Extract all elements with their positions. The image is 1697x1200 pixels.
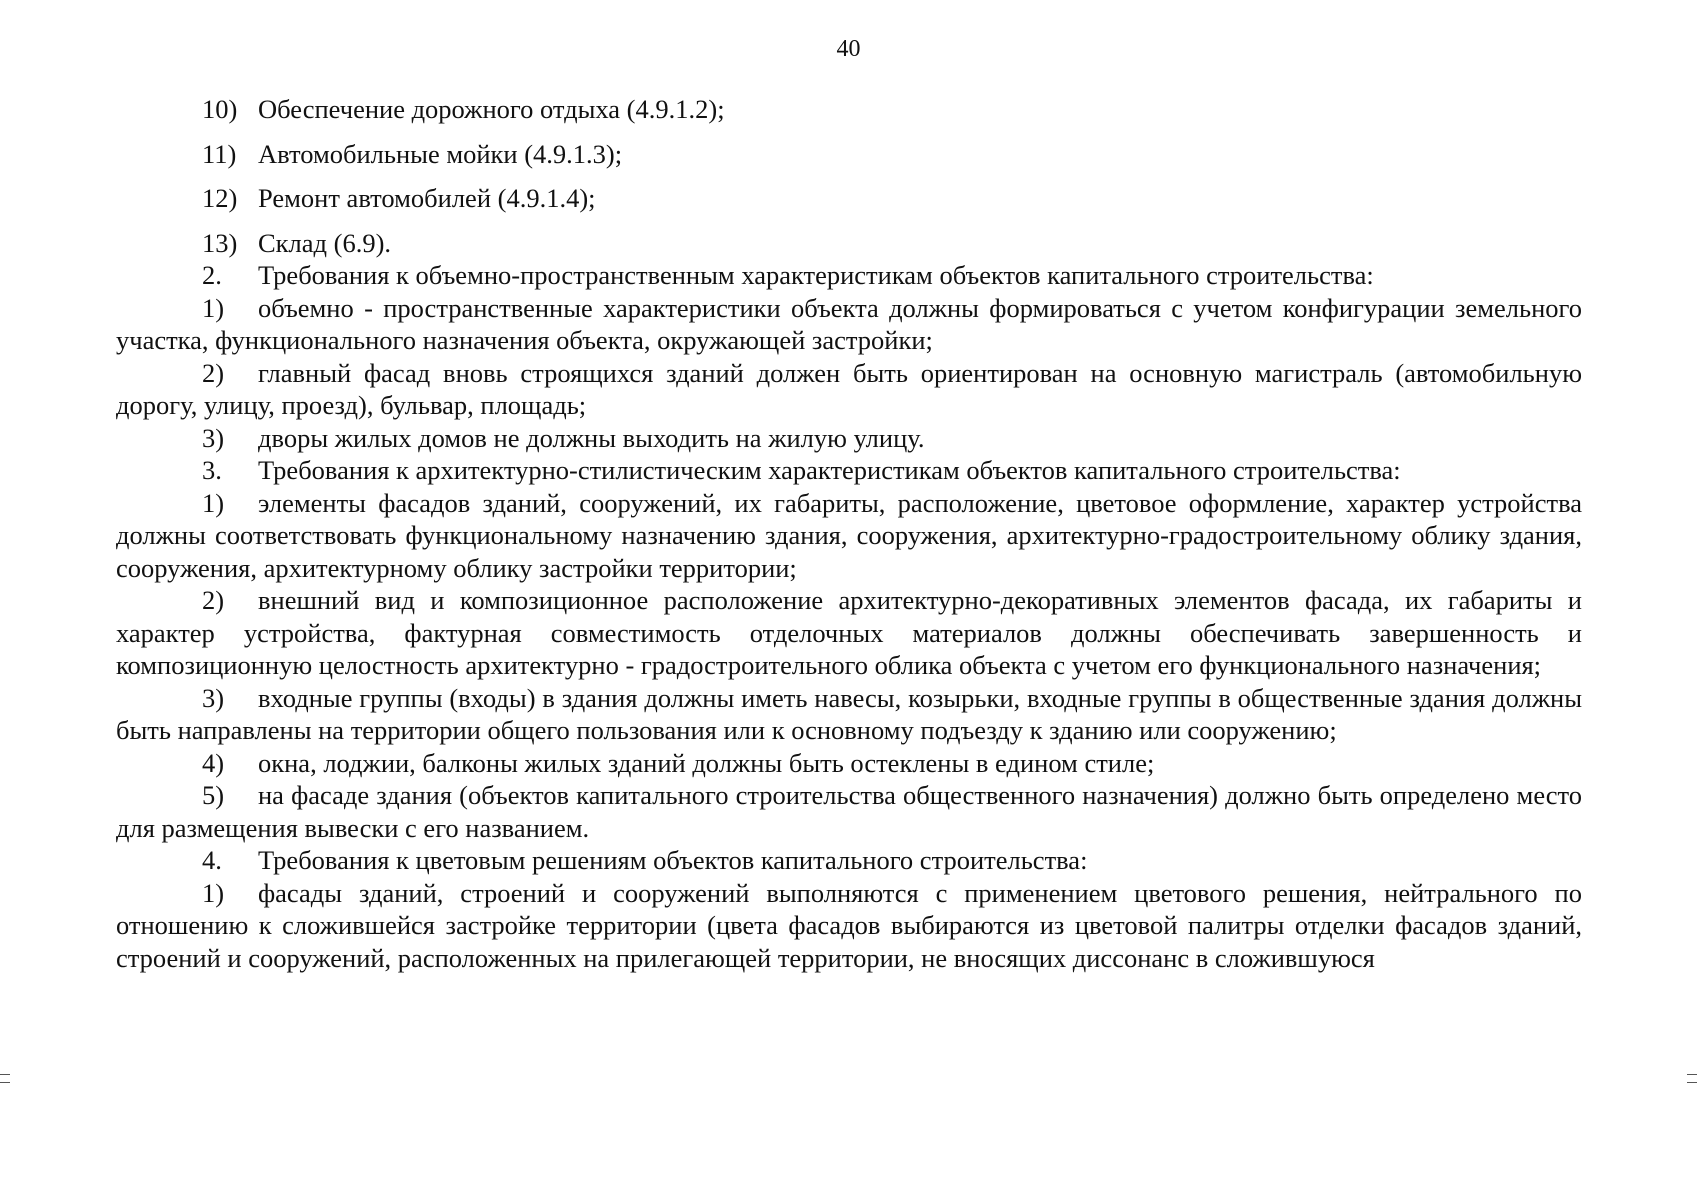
item-number: 12)	[202, 183, 238, 213]
scan-edge-mark	[1687, 1074, 1697, 1075]
section-number: 4.	[202, 845, 222, 875]
scan-edge-mark	[0, 1074, 10, 1075]
page-number: 40	[836, 36, 861, 62]
item-number: 2)	[202, 357, 225, 388]
item-text: элементы фасадов зданий, сооружений, их габариты, расположение, цветовое оформление, характер устройства должны соответствовать функциональному назначению здания, сооружения, архитектурно-градостроительному облику здания, сооружения, архитектурному облику застройки территории;	[116, 487, 1582, 583]
item-number: 5)	[202, 780, 225, 810]
item-text: объемно - пространственные характеристики объекта должны формироваться с учетом конфигурации земельного участка, функционального назначения объекта, окружающей застройки;	[116, 292, 1582, 355]
list-item	[116, 584, 1582, 682]
item-number: 4)	[202, 747, 225, 778]
list-item	[116, 93, 1582, 126]
item-text: окна, лоджии, балконы жилых зданий должны быть остеклены в едином стиле;	[258, 747, 1155, 778]
section-heading	[116, 454, 1582, 487]
list-item	[116, 779, 1582, 844]
item-text: главный фасад вновь строящихся зданий должен быть ориентирован на основную магистраль (автомобильную дорогу, улицу, проезд), бульвар, площадь;	[116, 357, 1582, 420]
list-item	[116, 487, 1582, 585]
item-number: 11)	[202, 138, 237, 169]
item-number: 1)	[202, 877, 225, 908]
item-number: 13)	[202, 227, 238, 258]
item-text: Склад (6.9).	[258, 227, 392, 258]
item-text: внешний вид и композиционное расположение архитектурно-декоративных элементов фасада, их габариты и характер устройства, фактурная совместимость отделочных материалов должны обеспечивать завершенность и композиционную целостность архитектурно - градостроительного облика объекта с учетом его функционального назначения;	[116, 585, 1582, 680]
section-number: 2.	[202, 260, 222, 290]
document-body	[116, 93, 1582, 974]
list-item	[116, 877, 1582, 975]
item-number: 1)	[202, 487, 225, 518]
item-text: на фасаде здания (объектов капитального строительства общественного назначения) должно быть определено место для размещения вывески с его названием.	[116, 780, 1582, 843]
section-heading-text: Требования к цветовым решениям объектов капитального строительства:	[258, 845, 1088, 875]
item-text: Автомобильные мойки (4.9.1.3);	[258, 138, 623, 169]
list-item	[116, 182, 1582, 215]
list-item	[116, 682, 1582, 747]
list-item	[116, 138, 1582, 171]
list-item	[116, 747, 1582, 780]
item-number: 10)	[202, 94, 238, 124]
list-item	[116, 357, 1582, 422]
list-item	[116, 227, 1582, 260]
item-text: входные группы (входы) в здания должны иметь навесы, козырьки, входные группы в общественные здания должны быть направлены на территории общего пользования или к основному подъезду к зданию или сооружению;	[116, 682, 1582, 745]
section-number: 3.	[202, 455, 222, 485]
section-heading-text: Требования к объемно-пространственным характеристикам объектов капитального строительства:	[258, 260, 1374, 290]
list-item	[116, 292, 1582, 357]
item-text: дворы жилых домов не должны выходить на жилую улицу.	[258, 422, 925, 453]
section-heading-text: Требования к архитектурно-стилистическим характеристикам объектов капитального строительства:	[258, 455, 1401, 485]
section-heading	[116, 259, 1582, 292]
item-text: Ремонт автомобилей (4.9.1.4);	[258, 183, 596, 213]
scan-edge-mark	[0, 1082, 10, 1083]
section-heading	[116, 844, 1582, 877]
item-number: 2)	[202, 585, 225, 615]
item-number: 1)	[202, 292, 225, 323]
scan-edge-mark	[1687, 1082, 1697, 1083]
item-text: фасады зданий, строений и сооружений выполняются с применением цветового решения, нейтрального по отношению к сложившейся застройке территории (цвета фасадов выбираются из цветовой палитры отделки фасадов зданий, строений и сооружений, расположенных на прилегающей территории, не вносящих диссонанс в сложившуюся	[116, 877, 1582, 973]
item-text: Обеспечение дорожного отдыха (4.9.1.2);	[258, 94, 725, 124]
item-number: 3)	[202, 422, 225, 453]
item-number: 3)	[202, 682, 225, 713]
list-item	[116, 422, 1582, 455]
